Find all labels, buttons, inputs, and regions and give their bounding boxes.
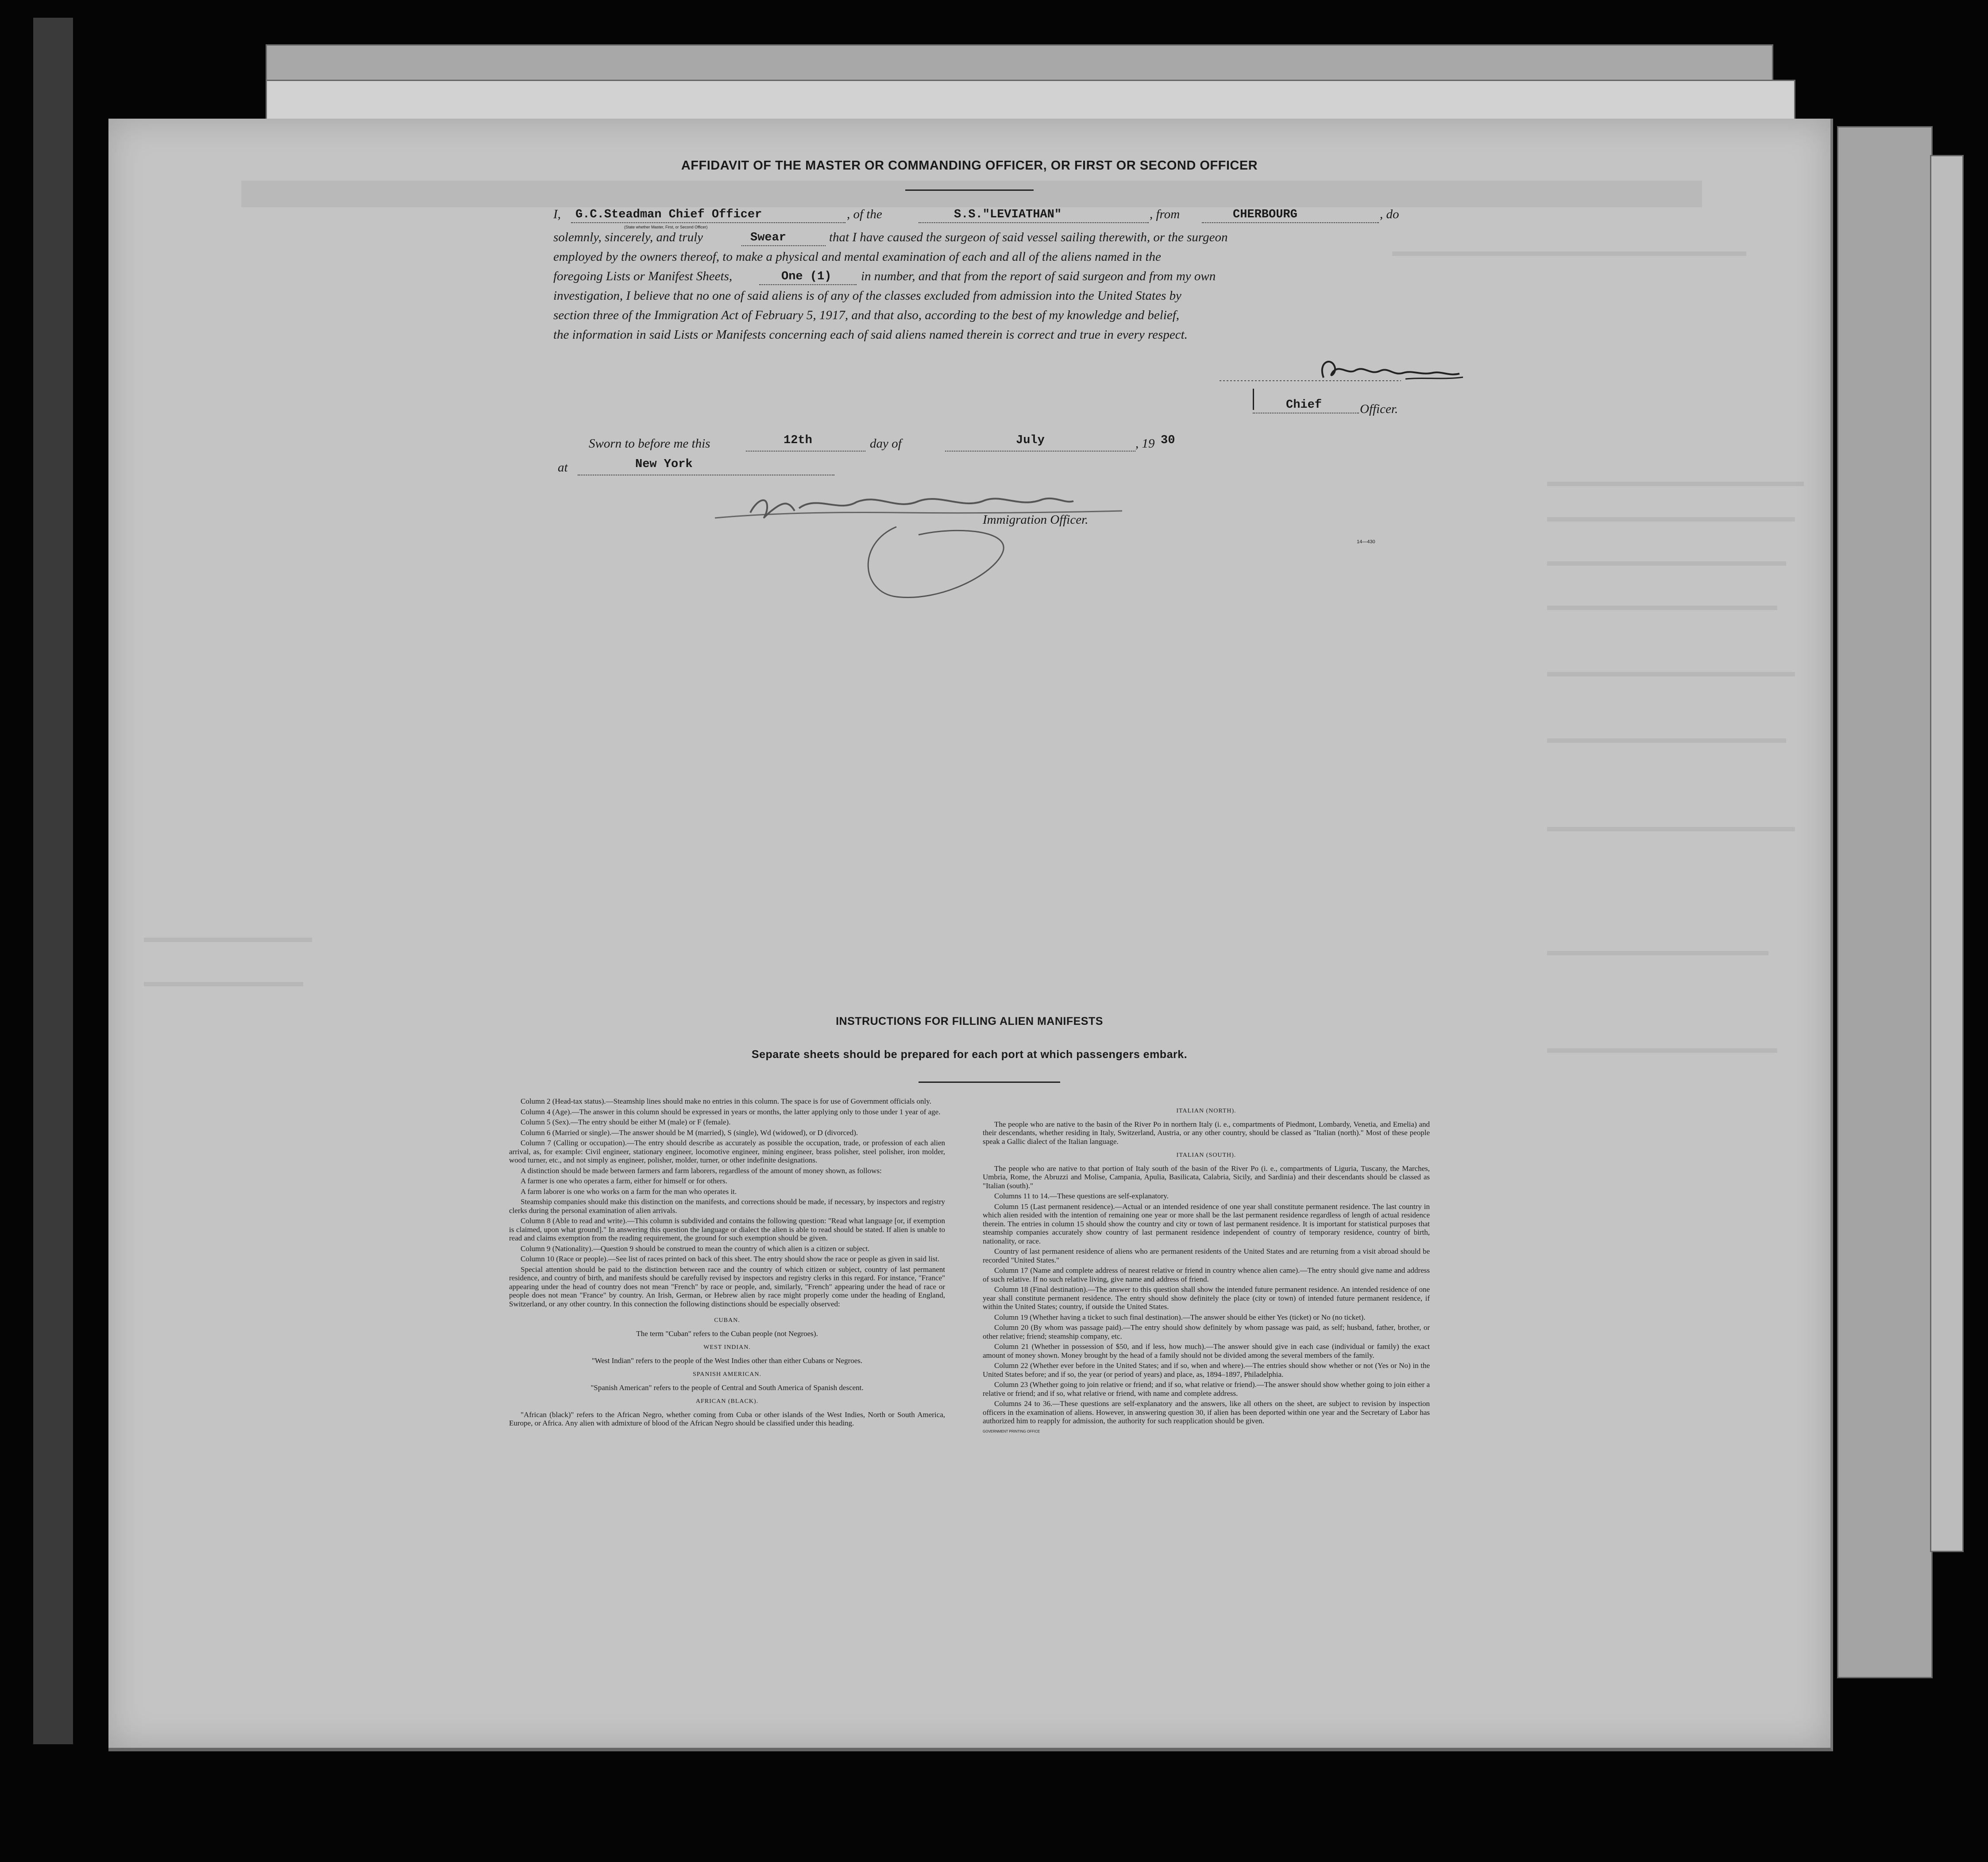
bleed-through: [1392, 251, 1746, 256]
affidavit-line6: section three of the Immigration Act of February 5, 1917, and that also, according to the best of my knowledge and belief,: [553, 308, 1180, 322]
bleed-through: [144, 982, 303, 986]
affidavit-line5: investigation, I believe that no one of said aliens is of any of the classes excluded from admission into the United States by: [553, 289, 1181, 303]
african-note: "African (black)" refers to the African Negro, whether coming from Cuba or other islands of the West Indies, North or South America, Europe, or Africa. Any alien with admixture of blood of the African Negro should be classified under this heading.: [509, 1410, 945, 1427]
columns-24-36-note: Columns 24 to 36.—These questions are self-explanatory and the answers, like all others on the sheet, are subject to revision by inspection officers in the examination of aliens. However, in answering question 30, if alien has been deported within one year and the Secretary of Labor has authorized him to reapply for admission, the authority for such reapplication should be given.: [983, 1399, 1430, 1425]
column-20-note: Column 20 (By whom was passage paid).—The entry should show definitely by whom passage was paid, as self; husband, father, brother, or other relative; friend; steamship company, etc.: [983, 1323, 1430, 1340]
printer-imprint: GOVERNMENT PRINTING OFFICE: [983, 1429, 1040, 1433]
column-19-note: Column 19 (Whether having a ticket to such final destination).—The answer should be either Yes (ticket) or No (no ticket).: [994, 1313, 1366, 1321]
affidavit-line4-b: in number, and that from the report of said surgeon and from my own: [861, 269, 1216, 283]
cuban-note: The term "Cuban" refers to the Cuban people (not Negroes).: [636, 1329, 818, 1338]
west-indian-heading: WEST INDIAN.: [703, 1344, 751, 1351]
affidavit-line1-from: , from: [1150, 207, 1180, 221]
bleed-through: [1547, 951, 1768, 955]
instructions-rule: [919, 1082, 1060, 1083]
affidavit-line1-of-the: , of the: [847, 207, 882, 221]
steamship-distinction: Steamship companies should make this distinction on the manifests, and corrections should be made, if necessary, by inspectors and registry clerks during the personal examination of alien arrivals.: [509, 1198, 945, 1215]
officer-suffix: Officer.: [1360, 402, 1398, 416]
sheet-count: One (1): [781, 270, 832, 283]
column-15-returning-note: Country of last permanent residence of aliens who are permanent residents of the United States and are returning from a visit abroad should be recorded "United States.": [983, 1247, 1430, 1264]
affidavit-line1-do: , do: [1380, 207, 1399, 221]
sworn-year: 30: [1161, 434, 1175, 447]
bleed-through: [144, 938, 312, 942]
vessel-name: S.S."LEVIATHAN": [954, 208, 1062, 221]
signer-rank: Chief: [1286, 398, 1322, 412]
italian-north-heading: ITALIAN (NORTH).: [1176, 1108, 1236, 1114]
instructions-left-column: [509, 1097, 945, 1429]
form-number: 14—430: [1357, 539, 1375, 545]
affidavit-line4-a: foregoing Lists or Manifest Sheets,: [553, 269, 733, 283]
officer-name: G.C.Steadman Chief Officer: [575, 208, 762, 221]
bleed-through: [1547, 561, 1786, 566]
manifest-page: [108, 119, 1833, 1751]
column-8-note: Column 8 (Able to read and write).—This column is subdivided and contains the following question: "Read what language [or, if exemption is claimed, upon what ground]." In answering this question the language or dialect the alien is able to read should be stated. If alien is unable to read and claims exemption from the reading requirement, the ground for such exemption should be given.: [509, 1217, 945, 1242]
columns-11-14-note: Columns 11 to 14.—These questions are self-explanatory.: [994, 1192, 1169, 1200]
sworn-month: July: [1016, 434, 1045, 447]
column-2-note: Column 2 (Head-tax status).—Steamship lines should make no entries in this column. The space is for use of Government officials only.: [521, 1097, 931, 1105]
spanish-american-note: "Spanish American" refers to the people of Central and South America of Spanish descent.: [591, 1383, 864, 1392]
column-4-note: Column 4 (Age).—The answer in this column should be expressed in years or months, the latter applying only to those under 1 year of age.: [521, 1107, 941, 1116]
bleed-through: [241, 181, 1702, 207]
spanish-american-heading: SPANISH AMERICAN.: [693, 1371, 761, 1378]
background-page-right-edge: [1930, 155, 1964, 1552]
column-22-note: Column 22 (Whether ever before in the United States; and if so, when and where).—The entries should show whether or not (Yes or No) in the United States before; and if so, the year (or period of years) and place, as, 1894–1897, Philadelphia.: [983, 1361, 1430, 1379]
italian-south-heading: ITALIAN (SOUTH).: [1176, 1152, 1236, 1159]
column-10-note: Column 10 (Race or people).—See list of races printed on back of this sheet. The entry should show the race or people as given in said list.: [521, 1255, 940, 1263]
bleed-through: [1547, 827, 1795, 831]
bleed-through: [1547, 606, 1777, 610]
affidavit-line2-b: that I have caused the surgeon of said vessel sailing therewith, or the surgeon: [829, 230, 1228, 244]
bleed-through: [1547, 517, 1795, 522]
background-page-right: [1837, 126, 1933, 1678]
affidavit-line2-a: solemnly, sincerely, and truly: [553, 230, 703, 244]
column-15-note: Column 15 (Last permanent residence).—Actual or an intended residence of one year shall constitute permanent residence. The last country in which alien resided with the intention of remaining one year or more shall be the last permanent residence regardless of length of actual residence therein. The entries in column 15 should show the country and city or town of last permanent residence. It is important for statistical purposes that steamship companies accurately show country of last permanent residence independent of country of temporary residence, country of birth, nationality, or race.: [983, 1202, 1430, 1245]
column-7-note: Column 7 (Calling or occupation).—The entry should describe as accurately as possible the occupation, trade, or profession of each alien arrival, as, for example: Civil engineer, stationary engineer, locomotive engineer, mining engineer, brass polisher, steel polisher, iron molder, wood turner, etc., and not simply as engineer, polisher, molder, turner, or other indefinite designations.: [509, 1139, 945, 1164]
place-blank: [578, 460, 834, 475]
bleed-through: [1547, 482, 1804, 486]
cuban-heading: CUBAN.: [714, 1317, 740, 1324]
column-17-note: Column 17 (Name and complete address of nearest relative or friend in country whence alien came).—The entry should give name and address of such relative. If no such relative living, give name and address of friend.: [983, 1266, 1430, 1283]
sworn-place: New York: [635, 458, 693, 471]
farmer-distinction: A distinction should be made between farmers and farm laborers, regardless of the amount of money shown, as follows:: [521, 1166, 882, 1175]
west-indian-note: "West Indian" refers to the people of the West Indies other than either Cubans or Negroes.: [591, 1356, 863, 1365]
at-label: at: [558, 460, 568, 475]
column-5-note: Column 5 (Sex).—The entry should be either M (male) or F (female).: [521, 1118, 731, 1126]
column-9-note: Column 9 (Nationality).—Question 9 should be construed to mean the country of which alien is a citizen or subject.: [521, 1244, 870, 1253]
instructions-subtitle: Separate sheets should be prepared for each port at which passengers embark.: [751, 1048, 1188, 1061]
italian-north-note: The people who are native to the basin of the River Po in northern Italy (i. e., compartments of Piedmont, Lombardy, Venetia, and Emelia) and their descendants, whether residing in Italy, Switzerland, Austria, or any other country, should be classed as "Italian (north)." Most of these people speak a Gallic dialect of the Italian language.: [983, 1120, 1430, 1146]
farm-laborer-definition: A farm laborer is one who works on a farm for the man who operates it.: [521, 1187, 737, 1196]
oath-word: Swear: [750, 231, 787, 244]
instructions-right-column: [983, 1107, 1430, 1437]
column-23-note: Column 23 (Whether going to join relative or friend; and if so, what relative or friend).—The answer should show whether going to join either a relative or friend; and if so, what relative or friend, with name and complete address.: [983, 1380, 1430, 1398]
column-6-note: Column 6 (Married or single).—The answer should be M (married), S (single), Wd (widowed), or D (divorced).: [521, 1128, 858, 1137]
officer-signature: [1215, 353, 1498, 393]
year-prefix: , 19: [1135, 437, 1155, 451]
affidavit-line1-i: I,: [553, 207, 561, 221]
day-of: day of: [870, 437, 902, 451]
from-port: CHERBOURG: [1233, 208, 1297, 221]
bleed-through: [1547, 672, 1795, 676]
affidavit-title: AFFIDAVIT OF THE MASTER OR COMMANDING OFFICER, OR FIRST OR SECOND OFFICER: [681, 158, 1258, 173]
immigration-officer-label: Immigration Officer.: [983, 513, 1089, 527]
italian-south-note: The people who are native to that portion of Italy south of the basin of the River Po (i. e., compartments of Liguria, Tuscany, the Marches, Umbria, Rome, the Abruzzi and Molise, Campania, Apulia, Basilicata, Calabria, Sicily, and Sardinia) and their descendants should be classed as "Italian (south).": [983, 1164, 1430, 1190]
african-heading: AFRICAN (BLACK).: [695, 1398, 759, 1405]
officer-hint: (State whether Master, First, or Second Officer): [624, 225, 708, 229]
sworn-day: 12th: [784, 434, 812, 447]
column-21-note: Column 21 (Whether in possession of $50, and if less, how much).—The answer should give in each case (individual or family) the exact amount of money shown. Money brought by the head of a family should not be divided among the several members of the family.: [983, 1342, 1430, 1360]
title-rule: [905, 189, 1034, 191]
sworn-prefix: Sworn to before me this: [589, 437, 710, 451]
column-18-note: Column 18 (Final destination).—The answer to this question shall show the intended future permanent residence. An intended residence of one year shall constitute permanent residence. The entry should show definitely the place (city or town) of intended future permanent residence, if within the United States; country, if outside the United States.: [983, 1285, 1430, 1311]
affidavit-line7: the information in said Lists or Manifests concerning each of said aliens named therein is correct and true in every respect.: [553, 328, 1188, 342]
bleed-through: [1547, 738, 1786, 743]
instructions-title: INSTRUCTIONS FOR FILLING ALIEN MANIFESTS: [836, 1015, 1103, 1028]
left-binding-edge: [33, 18, 73, 1744]
farmer-definition: A farmer is one who operates a farm, either for himself or for others.: [521, 1177, 727, 1185]
immigration-officer-signature: [710, 486, 1144, 619]
affidavit-line3: employed by the owners thereof, to make a physical and mental examination of each and all of the aliens named in the: [553, 250, 1161, 264]
race-distinction-note: Special attention should be paid to the distinction between race and the country of which citizen or subject, country of last permanent residence, and country of birth, and manifests should be carefully revised by inspectors and registry clerks in this regard. For instance, "France" appearing under the head of country does not mean "French" by race or people, and, similarly, "French" appearing under the head of race or people does not mean "France" by country. An Irish, German, or Hebrew alien by race might properly come under the heading of England, Switzerland, or any other country. In this connection the following distinctions should be especially observed:: [509, 1265, 945, 1308]
